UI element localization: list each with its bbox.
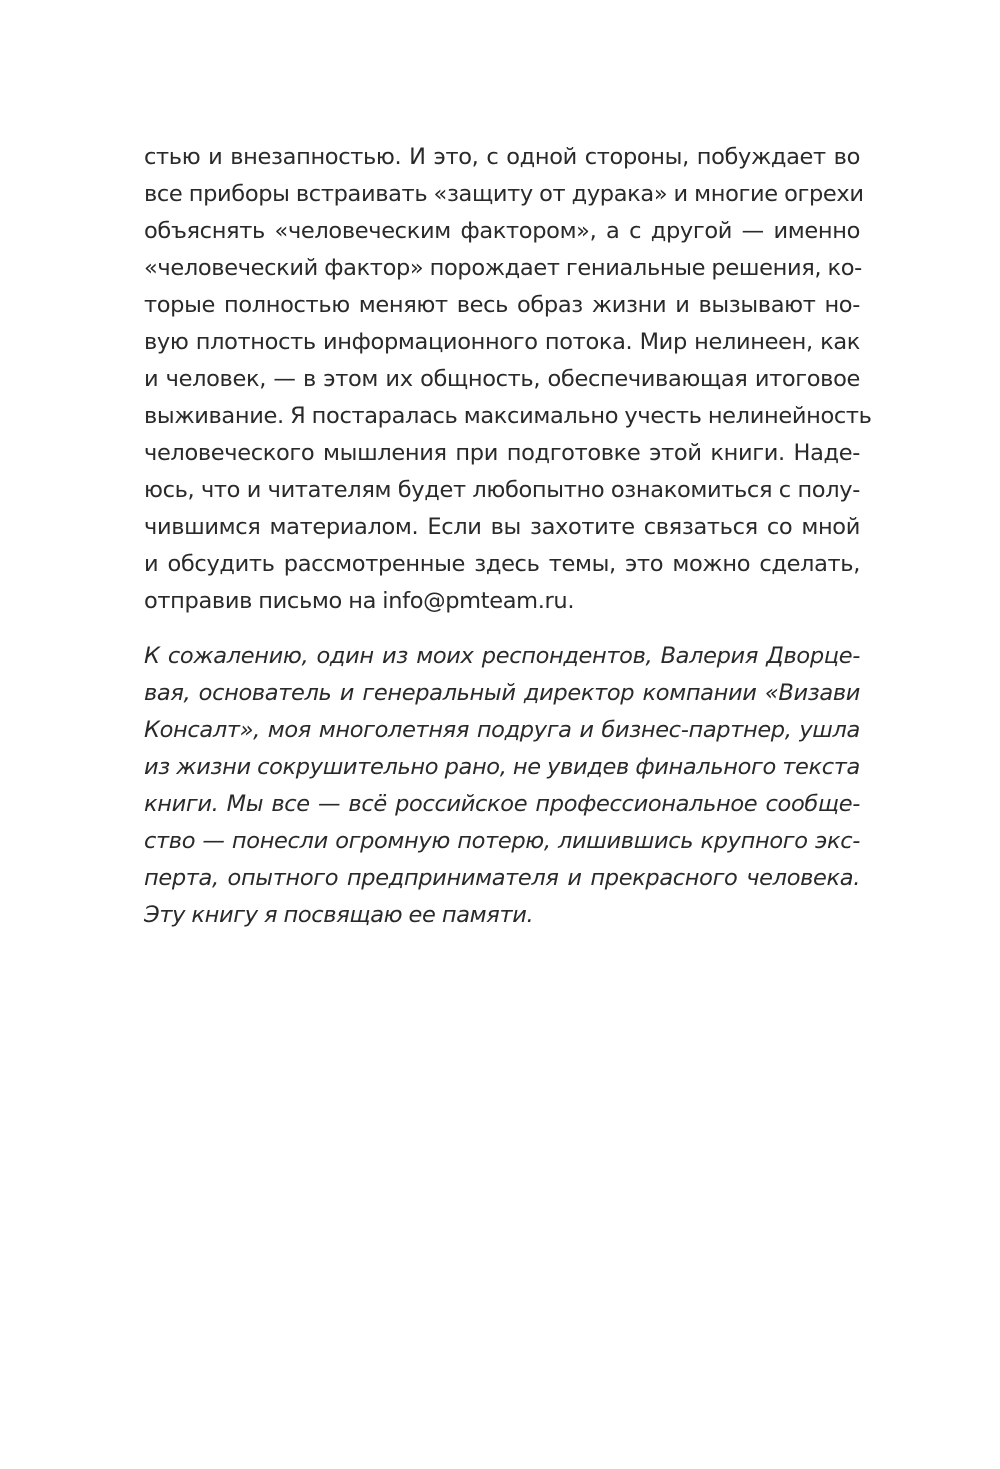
body-line: все приборы встраивать «защиту от дурака» и многие огрехи	[144, 181, 864, 207]
body-line: и человек, — в этом их общность, обеспечивающая итоговое	[144, 366, 860, 392]
dedication-line: перта, опытного предпринимателя и прекрасного человека.	[144, 865, 860, 891]
body-line: торые полностью меняют весь образ жизни и вызывают но-	[144, 292, 860, 318]
dedication-line: ство — понесли огромную потерю, лишившись крупного экс-	[144, 828, 860, 854]
body-line: чившимся материалом. Если вы захотите связаться со мной	[144, 514, 860, 540]
dedication-line: из жизни сокрушительно рано, не увидев финального текста	[144, 754, 860, 780]
body-paragraph	[144, 139, 872, 620]
dedication-line: вая, основатель и генеральный директор компании «Визави	[144, 680, 860, 706]
body-line: стью и внезапностью. И это, с одной стороны, побуждает во	[144, 144, 860, 170]
body-line: «человеческий фактор» порождает гениальные решения, ко-	[144, 255, 862, 281]
body-line: вую плотность информационного потока. Мир нелинеен, как	[144, 329, 860, 355]
body-line-with-email: отправив письмо на info@pmteam.ru.	[144, 588, 575, 614]
body-line: юсь, что и читателям будет любопытно ознакомиться с полу-	[144, 477, 860, 503]
dedication-line: Эту книгу я посвящаю ее памяти.	[144, 902, 534, 928]
body-line: выживание. Я постаралась максимально учесть нелинейность	[144, 403, 872, 429]
dedication-paragraph	[144, 638, 860, 934]
dedication-line: К сожалению, один из моих респондентов, Валерия Дворце-	[144, 643, 860, 669]
body-line: и обсудить рассмотренные здесь темы, это можно сделать,	[144, 551, 860, 577]
dedication-line: книги. Мы все — всё российское профессиональное сообще-	[144, 791, 860, 817]
body-line: человеческого мышления при подготовке этой книги. Наде-	[144, 440, 860, 466]
dedication-line: Консалт», моя многолетняя подруга и бизнес-партнер, ушла	[144, 717, 860, 743]
body-line: объяснять «человеческим фактором», а с другой — именно	[144, 218, 860, 244]
